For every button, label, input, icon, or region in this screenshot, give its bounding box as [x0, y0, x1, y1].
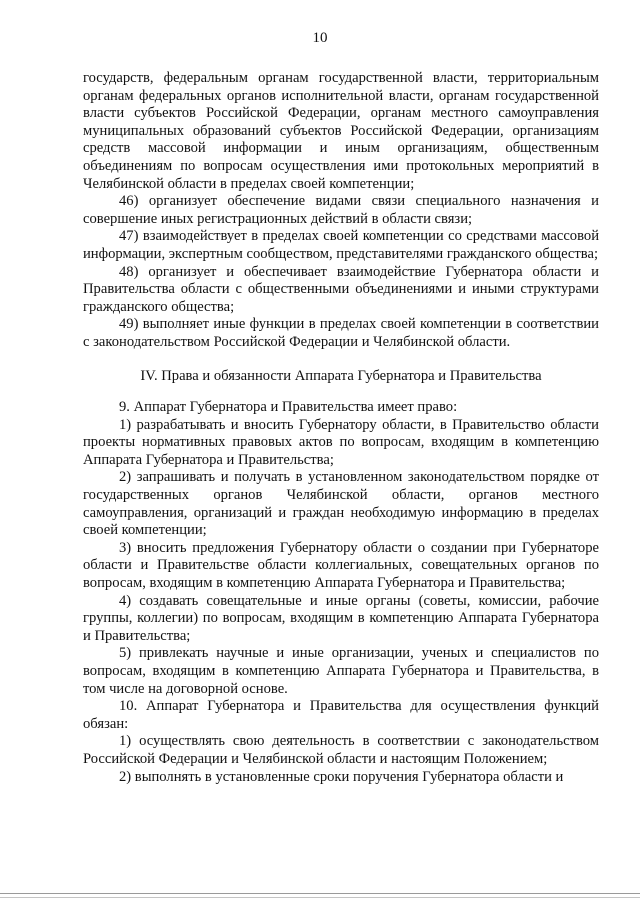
paragraph-continuation: государств, федеральным органам государственной власти, территориальным органам федеральных органов исполнительной власти, органам государственной власти субъектов Российской Федерации, органам местного самоуправления муниципальных образований субъектов Российской Федерации, организациям средств массовой информации и иным организациям, общественным объединениям по вопросам осуществления ими протокольных мероприятий в Челябинской области в пределах своей компетенции;: [83, 70, 599, 192]
paragraph-right-4: 4) создавать совещательные и иные органы (советы, комиссии, рабочие группы, коллегии) по вопросам, входящим в компетенцию Аппарата Губернатора и Правительства;: [83, 592, 599, 644]
paragraph-clause-10: 10. Аппарат Губернатора и Правительства для осуществления функций обязан:: [83, 698, 599, 732]
scan-edge-line: [0, 897, 640, 898]
paragraph-item-46: 46) организует обеспечение видами связи специального назначения и совершение иных регистрационных действий в области связи;: [83, 193, 599, 227]
paragraph-item-47: 47) взаимодействует в пределах своей компетенции со средствами массовой информации, экспертным сообществом, представителями гражданского общества;: [83, 228, 599, 262]
scan-edge-line: [0, 893, 640, 894]
paragraph-duty-1: 1) осуществлять свою деятельность в соответствии с законодательством Российской Федерации и Челябинской области и настоящим Положением;: [83, 733, 599, 767]
paragraph-duty-2: 2) выполнять в установленные сроки поручения Губернатора области и: [119, 768, 564, 785]
paragraph-right-5: 5) привлекать научные и иные организации, ученых и специалистов по вопросам, входящим в компетенцию Аппарата Губернатора и Правительства, в том числе на договорной основе.: [83, 645, 599, 697]
paragraph-item-49: 49) выполняет иные функции в пределах своей компетенции в соответствии с законодательством Российской Федерации и Челябинской области.: [83, 316, 599, 350]
paragraph-right-2: 2) запрашивать и получать в установленном законодательством порядке от государственных органов Челябинской области, органов местного самоуправления, организаций и граждан необходимую информацию в пределах своей компетенции;: [83, 469, 599, 539]
page-number: 10: [312, 30, 328, 46]
section-heading: IV. Права и обязанности Аппарата Губернатора и Правительства: [140, 367, 542, 384]
paragraph-right-3: 3) вносить предложения Губернатору области о создании при Губернаторе области и Правительстве области коллегиальных, совещательных органов по вопросам, входящим в компетенцию Аппарата Губернатора и Правительства;: [83, 539, 599, 592]
paragraph-item-48: 48) организует и обеспечивает взаимодействие Губернатора области и Правительства области с общественными объединениями и иными структурами гражданского общества;: [83, 263, 599, 315]
paragraph-clause-9: 9. Аппарат Губернатора и Правительства имеет право:: [119, 399, 458, 416]
paragraph-right-1: 1) разрабатывать и вносить Губернатору области, в Правительство области проекты нормативных правовых актов по вопросам, входящим в компетенцию Аппарата Губернатора и Правительства;: [83, 416, 599, 468]
document-body: [83, 70, 599, 786]
